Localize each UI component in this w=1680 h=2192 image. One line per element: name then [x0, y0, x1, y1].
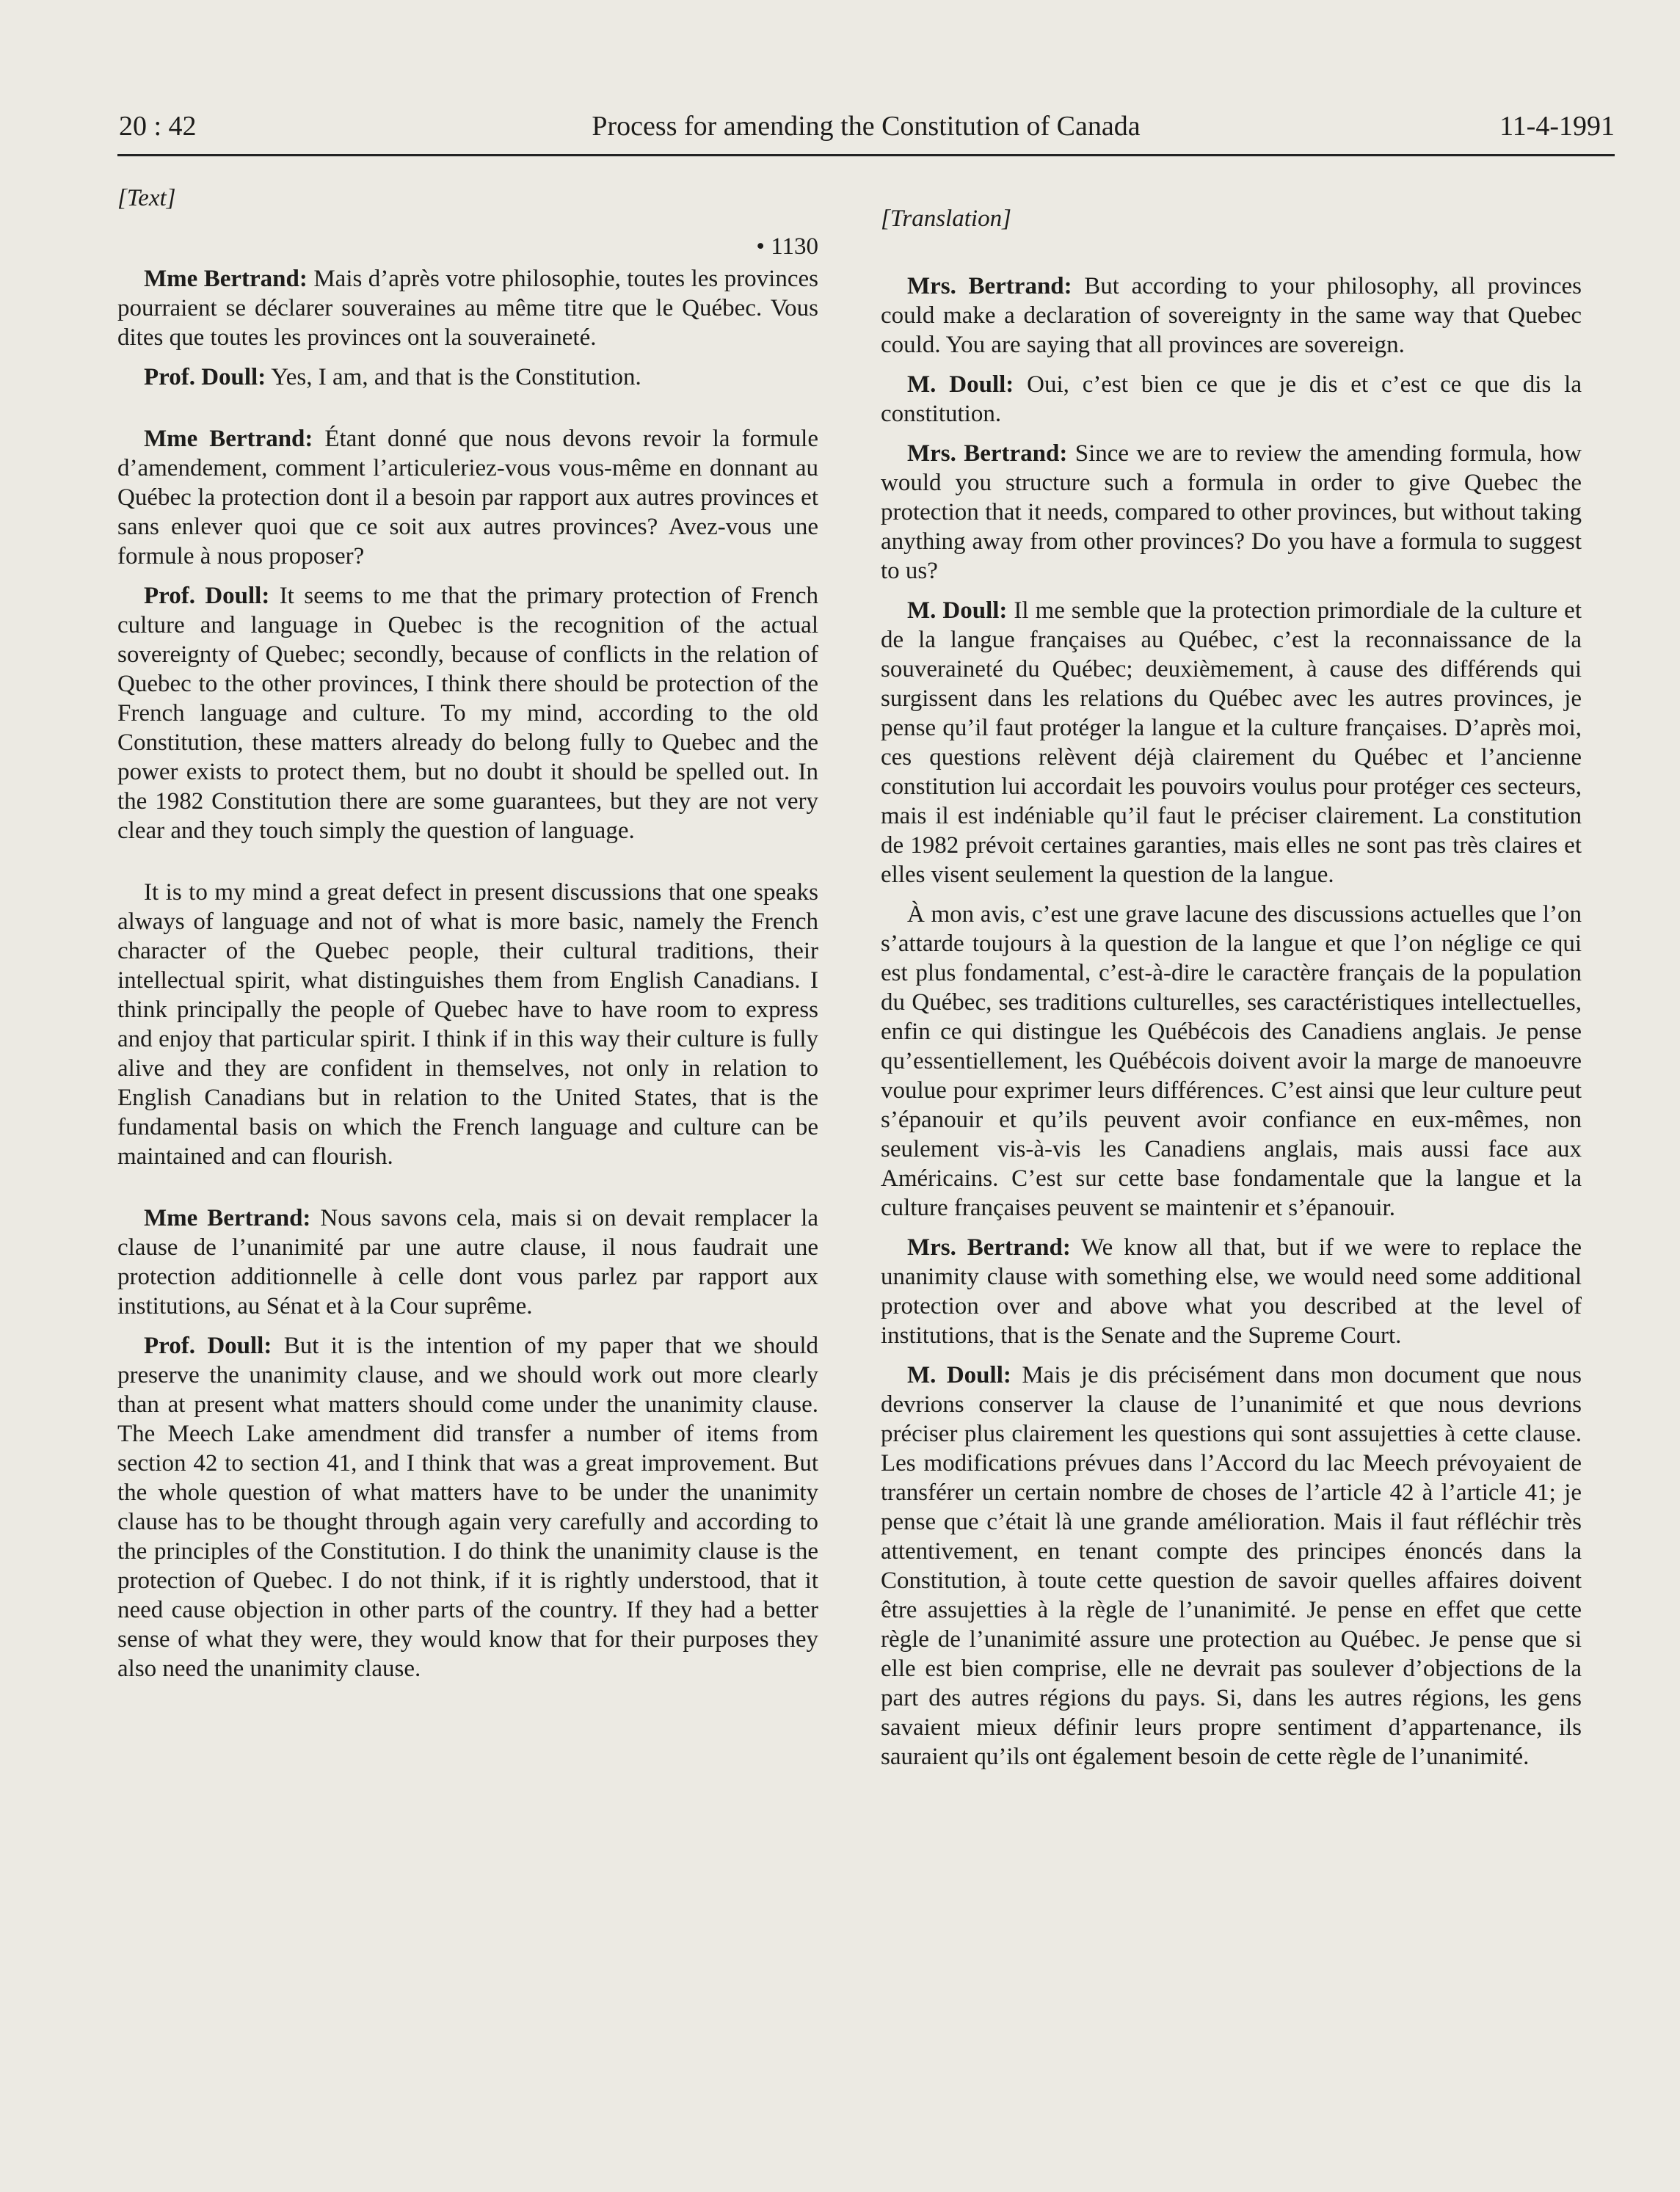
paragraph: [117, 1331, 818, 1683]
paragraph-text: We know all that, but if we were to replace the unanimity clause with something else, we would need some additional protection over and above what you described at the level of institutions, that is the Senate and the Supreme Court.: [881, 1234, 1582, 1349]
paragraph: [117, 424, 818, 571]
page-number: 20 : 42: [119, 111, 197, 142]
paragraph-text: Il me semble que la protection primordiale de la culture et de la langue françaises au Québec, c’est la reconnaissance de la souveraineté du Québec; deuxièmement, à cause des différends qui surgissent dans les relations du Québec avec les autres provinces, je pense qu’il faut protéger la langue et la culture françaises. D’après moi, ces questions relèvent déjà clairement du Québec et l’ancienne constitution lui accordait les pouvoirs voulus pour protéger ces secteurs, mais il est indéniable qu’il faut le préciser clairement. La constitution de 1982 prévoit certaines garanties, mais elles ne sont pas très claires et elles visent seulement la question de la langue.: [881, 597, 1582, 888]
running-title: Process for amending the Constitution of Canada: [592, 111, 1141, 142]
paragraph: [117, 878, 818, 1171]
paragraph-text: Étant donné que nous devons revoir la formule d’amendement, comment l’articuleriez-vous vous-même en donnant au Québec la protection dont il a besoin par rapport aux autres provinces et sans enlever quoi que ce soit aux autres provinces? Avez-vous une formule à nous proposer?: [117, 426, 818, 569]
paragraph-text: It seems to me that the primary protection of French culture and language in Quebec is the recognition of the actual sovereignty of Quebec; secondly, because of conflicts in the relation of Quebec to the other provinces, I think there should be protection of the French language and culture. To my mind, according to the old Constitution, these matters already do belong fully to Quebec and the power exists to protect them, but no doubt it should be spelled out. In the 1982 Constitution there are some guarantees, but they are not very clear and they touch simply the question of language.: [117, 583, 818, 844]
speaker: M. Doull:: [907, 371, 1014, 398]
speaker: Mme Bertrand:: [144, 266, 308, 292]
speaker: Mrs. Bertrand:: [907, 440, 1068, 467]
paragraph: [117, 264, 818, 352]
paragraph-text: Mais je dis précisément dans mon document que nous devrions conserver la clause de l’unanimité et que nous devrions préciser plus clairement les questions qui sont assujetties à cette clause. Les modifications prévues dans l’Accord du lac Meech prévoyaient de transférer un certain nombre de choses de l’article 42 à l’article 41; je pense que c’était là une grande amélioration. Mais il faut réfléchir très attentivement, en tenant compte des principes énoncés dans la Constitution, à toute cette question de savoir quelles affaires doivent être assujetties à la règle de l’unanimité. Je pense en effet que cette règle de l’unanimité assure une protection au Québec. Je pense que si elle est bien comprise, elle ne devrait pas soulever d’objections de la part des autres régions du pays. Si, dans les autres régions, les gens savaient mieux définir leurs propre sentiment d’appartenance, ils sauraient qu’ils ont également besoin de cette règle de l’unanimité.: [881, 1362, 1582, 1770]
left-column: [117, 183, 818, 1694]
speaker: Mrs. Bertrand:: [907, 273, 1072, 299]
paragraph-text: Mais d’après votre philosophie, toutes les provinces pourraient se déclarer souveraines au même titre que le Québec. Vous dites que toutes les provinces ont la souveraineté.: [117, 266, 818, 351]
speaker: Mme Bertrand:: [144, 426, 313, 452]
paragraph-text: But it is the intention of my paper that we should preserve the unanimity clause, and we should work out more clearly than at present what matters should come under the unanimity clause. The Meech Lake amendment did transfer a number of items from section 42 to section 41, and I think that was a great improvement. But the whole question of what matters have to be under the unanimity clause has to be thought through again very carefully and according to the principles of the Constitution. I do think the unanimity clause is the protection of Quebec. I do not think, if it is rightly understood, that it need cause objection in other parts of the country. If they had a better sense of what they were, they would know that for their purposes they also need the unanimity clause.: [117, 1333, 819, 1682]
speaker: Prof. Doull:: [144, 1333, 272, 1359]
speaker: M. Doull:: [907, 1362, 1011, 1388]
speaker: Mrs. Bertrand:: [907, 1234, 1071, 1261]
paragraph: [117, 363, 818, 392]
paragraph: [881, 900, 1582, 1223]
paragraph-text: But according to your philosophy, all provinces could make a declaration of sovereignty in the same way that Quebec could. You are saying that all provinces are sovereign.: [881, 273, 1582, 358]
translation-label: [Translation]: [881, 205, 1011, 232]
paragraph: [881, 272, 1582, 360]
text-label: [Text]: [117, 185, 176, 211]
paragraph: [881, 370, 1582, 429]
header-date: 11-4-1991: [1499, 111, 1615, 142]
page-header: [117, 110, 1615, 156]
paragraph: [117, 1204, 818, 1321]
paragraph-text: À mon avis, c’est une grave lacune des discussions actuelles que l’on s’attarde toujours à la question de la langue et que l’on néglige ce qui est plus fondamental, c’est-à-dire le caractère français de la population du Québec, ses traditions culturelles, ses caractéristiques intellectuelles, enfin ce qui distingue les Québécois des Canadiens anglais. Je pense qu’essentiellement, les Québécois doivent avoir la marge de manoeuvre voulue pour exprimer leurs différences. C’est ainsi que leur culture peut s’épanouir et qu’ils peuvent avoir confiance en eux-mêmes, non seulement vis-à-vis les Canadiens anglais, mais aussi face aux Américains. C’est sur cette base fondamentale que la langue et la culture françaises peuvent se maintenir et s’épanouir.: [881, 901, 1582, 1221]
paragraph-text: Oui, c’est bien ce que je dis et c’est ce que dis la constitution.: [881, 371, 1582, 427]
speaker: Prof. Doull:: [144, 364, 266, 390]
paragraph: [881, 1233, 1582, 1350]
paragraph-text: Yes, I am, and that is the Constitution.: [266, 364, 641, 390]
paragraph-text: Since we are to review the amending formula, how would you structure such a formula in order to give Quebec the protection that it needs, compared to other provinces, but without taking anything away from other provinces? Do you have a formula to suggest to us?: [881, 440, 1582, 584]
paragraph: [881, 1361, 1582, 1772]
paragraph: [881, 596, 1582, 889]
speaker: Mme Bertrand:: [144, 1205, 311, 1231]
paragraph: [117, 581, 818, 845]
paragraph-text: Nous savons cela, mais si on devait remplacer la clause de l’unanimité par une autre clause, il nous faudrait une protection additionnelle à celle dont vous parlez par rapport aux institutions, au Sénat et à la Cour suprême.: [117, 1205, 818, 1319]
paragraph: [881, 439, 1582, 586]
speaker: M. Doull:: [907, 597, 1008, 624]
time-marker: • 1130: [756, 233, 818, 260]
speaker: Prof. Doull:: [144, 583, 270, 609]
paragraph-text: It is to my mind a great defect in present discussions that one speaks always of language and not of what is more basic, namely the French character of the Quebec people, their cultural traditions, their intellectual spirit, what distinguishes them from English Canadians. I think principally the people of Quebec have to have room to express and enjoy that particular spirit. I think if in this way their culture is fully alive and they are confident in themselves, not only in relation to English Canadians but in relation to the United States, that is the fundamental basis on which the French language and culture can be maintained and can flourish.: [117, 879, 818, 1170]
right-column: [881, 183, 1582, 1782]
